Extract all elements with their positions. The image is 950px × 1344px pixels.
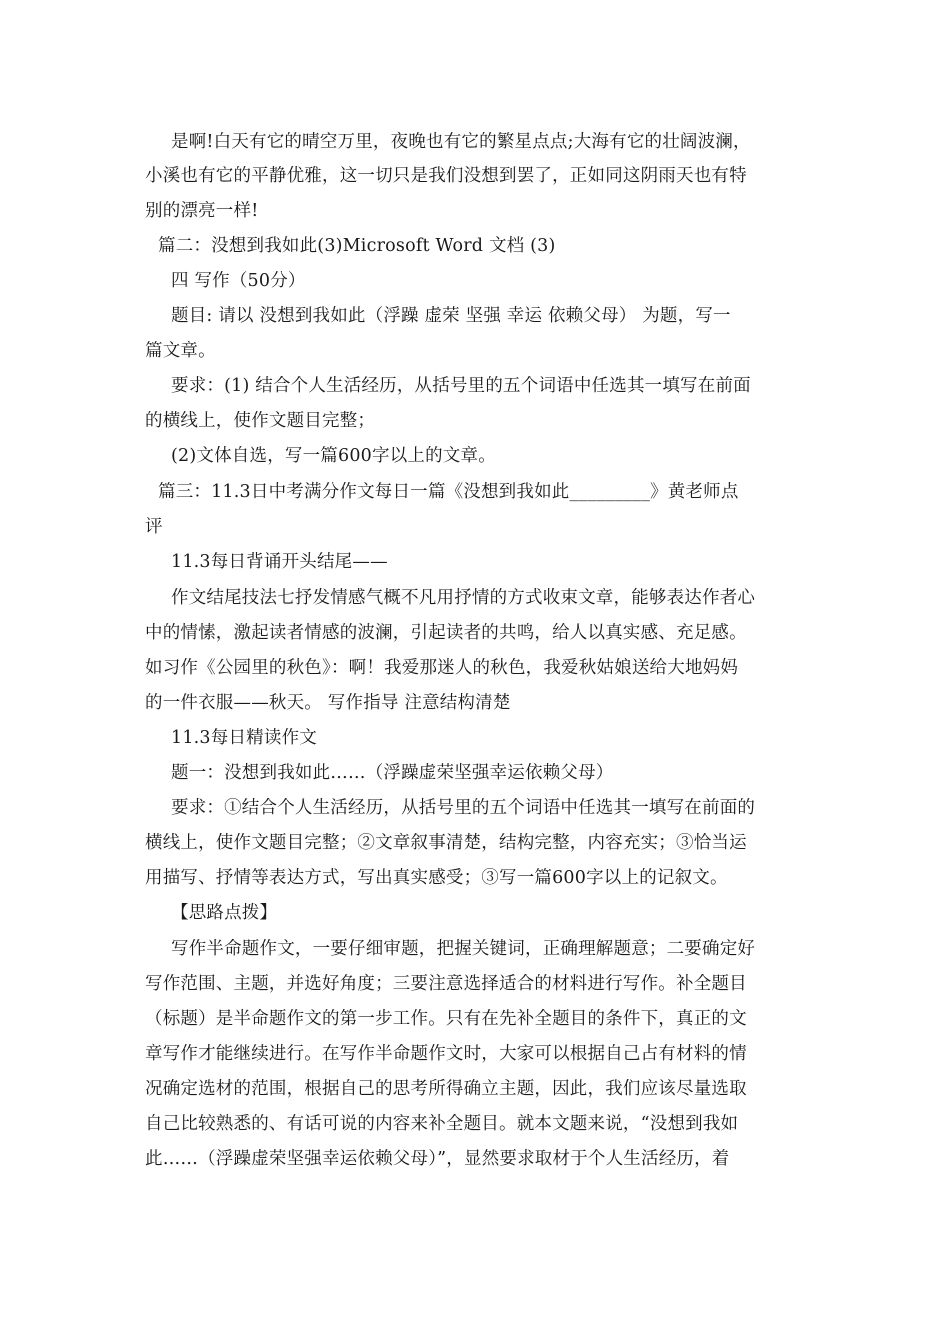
paragraph-line: 要求：①结合个人生活经历，从括号里的五个词语中任选其一填写在前面的	[171, 798, 756, 818]
paragraph-line: 11.3每日精读作文	[171, 728, 317, 748]
paragraph-line: 写作范围、主题，并选好角度；三要注意选择适合的材料进行写作。补全题目	[145, 974, 747, 994]
paragraph-line: 写作半命题作文，一要仔细审题，把握关键词，正确理解题意；二要确定好	[171, 939, 756, 959]
paragraph-line: 横线上，使作文题目完整；②文章叙事清楚，结构完整，内容充实；③恰当运	[145, 833, 747, 853]
section-heading: 篇三：11.3日中考满分作文每日一篇《没想到我如此_________》黄老师点	[158, 482, 739, 502]
paragraph-line: 作文结尾技法七抒发情感气概不凡用抒情的方式收束文章，能够表达作者心	[171, 588, 756, 608]
section-heading: 评	[145, 517, 163, 537]
paragraph-line: 的一件衣服——秋天。 写作指导 注意结构清楚	[145, 693, 511, 713]
paragraph-line: 别的漂亮一样!	[145, 201, 259, 221]
paragraph-line: (2)文体自选，写一篇600字以上的文章。	[171, 446, 496, 466]
paragraph-line: 况确定选材的范围，根据自己的思考所得确立主题，因此，我们应该尽量选取	[145, 1079, 747, 1099]
paragraph-line: 的横线上，使作文题目完整；	[145, 411, 376, 431]
paragraph-line: 中的情愫，激起读者情感的波澜，引起读者的共鸣，给人以真实感、充足感。	[145, 623, 747, 643]
paragraph-line: 是啊!白天有它的晴空万里，夜晚也有它的繁星点点;大海有它的壮阔波澜，	[171, 132, 751, 152]
section-heading: 【思路点拨】	[171, 903, 278, 923]
paragraph-line: 小溪也有它的平静优雅，这一切只是我们没想到罢了，正如同这阴雨天也有特	[145, 166, 747, 186]
paragraph-line: 篇文章。	[145, 341, 216, 361]
paragraph-line: （标题）是半命题作文的第一步工作。只有在先补全题目的条件下，真正的文	[145, 1009, 747, 1029]
paragraph-line: 如习作《公园里的秋色》：啊！我爱那迷人的秋色，我爱秋姑娘送给大地妈妈	[145, 658, 739, 678]
paragraph-line: 11.3每日背诵开头结尾——	[171, 552, 388, 572]
section-heading: 四 写作（50分）	[171, 271, 306, 291]
paragraph-line: 要求：(1) 结合个人生活经历，从括号里的五个词语中任选其一填写在前面	[171, 376, 751, 396]
paragraph-line: 用描写、抒情等表达方式，写出真实感受；③写一篇600字以上的记叙文。	[145, 868, 728, 888]
paragraph-line: 题一：没想到我如此……（浮躁虚荣坚强幸运依赖父母）	[171, 763, 614, 783]
paragraph-line: 此……（浮躁虚荣坚强幸运依赖父母）”，显然要求取材于个人生活经历，着	[145, 1149, 730, 1169]
paragraph-line: 章写作才能继续进行。在写作半命题作文时，大家可以根据自己占有材料的情	[145, 1044, 747, 1064]
paragraph-line: 自己比较熟悉的、有话可说的内容来补全题目。就本文题来说，“没想到我如	[145, 1114, 739, 1134]
paragraph-line: 题目: 请以 没想到我如此（浮躁 虚荣 坚强 幸运 依赖父母） 为题，写一	[171, 306, 731, 326]
section-heading: 篇二：没想到我如此(3)Microsoft Word 文档 (3)	[158, 236, 556, 256]
